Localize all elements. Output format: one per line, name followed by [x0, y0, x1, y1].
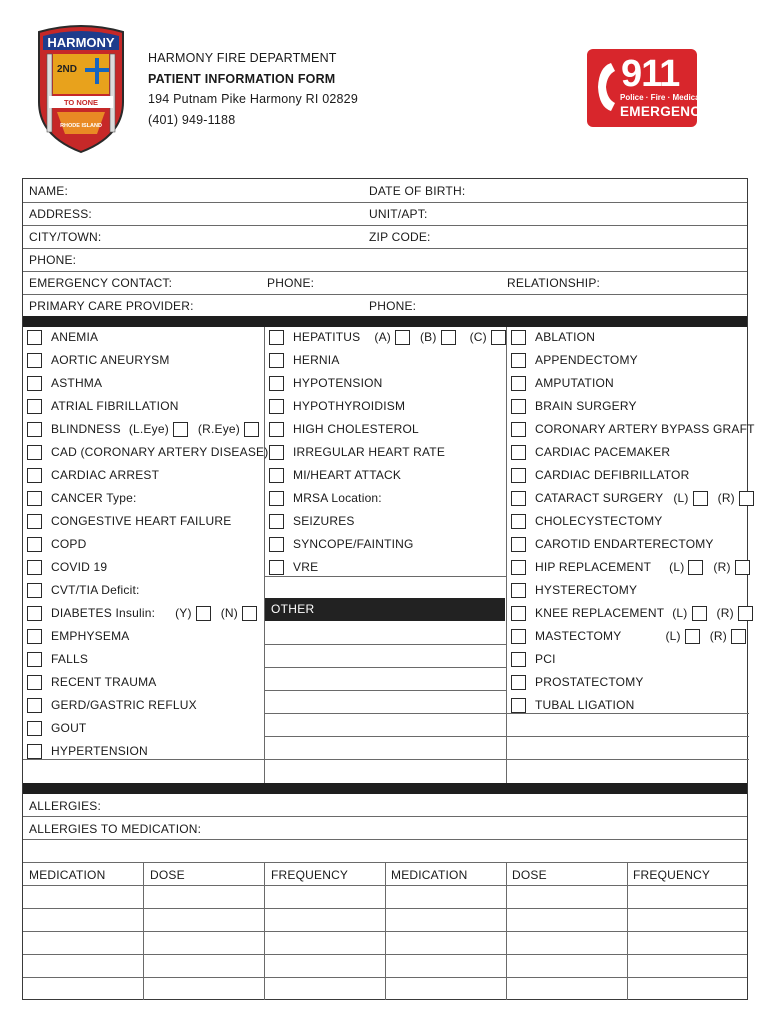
condition-recent-trauma[interactable] [27, 673, 157, 691]
city-field-label[interactable]: CITY/TOWN: [29, 230, 102, 244]
checkbox[interactable] [27, 583, 42, 598]
checkbox[interactable] [269, 376, 284, 391]
other-conditions-header: OTHER [265, 598, 505, 621]
condition-asthma[interactable] [27, 374, 102, 392]
procedure-pci[interactable] [511, 650, 556, 668]
condition-mi-heart-attack[interactable] [269, 466, 401, 484]
left-option: (L) [673, 491, 689, 505]
patient-information-form [22, 178, 755, 1000]
left-checkbox[interactable] [693, 491, 708, 506]
checkbox[interactable] [511, 514, 526, 529]
checkbox[interactable] [511, 491, 526, 506]
checkbox[interactable] [27, 721, 42, 736]
condition-label: BLINDNESS [51, 422, 121, 436]
phone-field-label[interactable]: PHONE: [29, 253, 77, 267]
procedure-label: ABLATION [535, 330, 596, 344]
condition-high-cholesterol[interactable] [269, 420, 419, 438]
dob-field-label[interactable]: DATE OF BIRTH: [369, 184, 466, 198]
procedure-label: KNEE REPLACEMENT [535, 606, 665, 620]
left-option: (L) [665, 629, 681, 643]
condition-label: EMPHYSEMA [51, 629, 130, 643]
checkbox[interactable] [511, 629, 526, 644]
condition-label: ANEMIA [51, 330, 99, 344]
condition-label: CANCER Type: [51, 491, 137, 505]
checkbox[interactable] [269, 514, 284, 529]
checkbox[interactable] [27, 491, 42, 506]
hepatitis-a-checkbox[interactable] [395, 330, 410, 345]
allergies-to-medication-field-label[interactable]: ALLERGIES TO MEDICATION: [29, 822, 202, 836]
procedure-label: PROSTATECTOMY [535, 675, 644, 689]
condition-mrsa[interactable] [269, 489, 382, 507]
checkbox[interactable] [269, 491, 284, 506]
left-option: (L) [669, 560, 685, 574]
right-eye-checkbox[interactable] [244, 422, 259, 437]
condition-label: HERNIA [293, 353, 340, 367]
unit-field-label[interactable]: UNIT/APT: [369, 207, 428, 221]
department-name: HARMONY FIRE DEPARTMENT [148, 51, 337, 65]
checkbox[interactable] [269, 537, 284, 552]
left-eye-option: (L.Eye) [128, 422, 169, 436]
condition-label: MI/HEART ATTACK [293, 468, 402, 482]
checkbox[interactable] [27, 399, 42, 414]
right-option: (R) [709, 629, 727, 643]
procedure-cataract-surgery[interactable] [511, 489, 754, 507]
procedure-carotid-endarterectomy[interactable] [511, 535, 714, 553]
condition-label: MRSA Location: [293, 491, 382, 505]
address-field-label[interactable]: ADDRESS: [29, 207, 92, 221]
procedure-label: CORONARY ARTERY BYPASS GRAFT [535, 422, 755, 436]
checkbox[interactable] [511, 445, 526, 460]
condition-label: SYNCOPE/FAINTING [293, 537, 414, 551]
procedure-ablation[interactable] [511, 328, 595, 346]
procedure-label: CARDIAC PACEMAKER [535, 445, 671, 459]
telephone-icon [593, 61, 619, 113]
logo-badge-text: 2ND [56, 64, 78, 75]
emergency-contact-field-label[interactable]: EMERGENCY CONTACT: [29, 276, 173, 290]
checkbox[interactable] [511, 583, 526, 598]
right-checkbox[interactable] [738, 606, 753, 621]
condition-gout[interactable] [27, 719, 86, 737]
checkbox[interactable] [511, 422, 526, 437]
condition-label: HYPERTENSION [51, 744, 148, 758]
condition-cad[interactable] [27, 443, 268, 461]
fire-department-logo [33, 24, 129, 156]
procedure-tubal-ligation[interactable] [511, 696, 635, 714]
checkbox[interactable] [27, 606, 42, 621]
right-option: (R) [713, 560, 731, 574]
checkbox[interactable] [511, 698, 526, 713]
emergency-911-badge [587, 49, 710, 127]
condition-label: VRE [293, 560, 319, 574]
procedure-cardiac-pacemaker[interactable] [511, 443, 670, 461]
procedure-label: CATARACT SURGERY [535, 491, 664, 505]
frequency-column-header: FREQUENCY [271, 868, 349, 882]
condition-label: GERD/GASTRIC REFLUX [51, 698, 197, 712]
procedure-hip-replacement[interactable] [511, 558, 750, 576]
hepatitis-a-option: (A) [374, 330, 391, 344]
checkbox[interactable] [27, 744, 42, 759]
condition-cancer[interactable] [27, 489, 137, 507]
right-checkbox[interactable] [739, 491, 754, 506]
checkbox[interactable] [27, 468, 42, 483]
checkbox[interactable] [269, 330, 284, 345]
condition-label: CONGESTIVE HEART FAILURE [51, 514, 232, 528]
left-checkbox[interactable] [692, 606, 707, 621]
form-title: PATIENT INFORMATION FORM [148, 71, 336, 86]
checkbox[interactable] [27, 675, 42, 690]
checkbox[interactable] [511, 606, 526, 621]
condition-label: SEIZURES [293, 514, 355, 528]
condition-cardiac-arrest[interactable] [27, 466, 159, 484]
insulin-no-option: (N) [220, 606, 238, 620]
left-checkbox[interactable] [685, 629, 700, 644]
condition-label: ASTHMA [51, 376, 103, 390]
condition-hypertension[interactable] [27, 742, 148, 760]
department-phone: (401) 949-1188 [148, 112, 236, 127]
condition-chf[interactable] [27, 512, 231, 530]
procedure-cardiac-defibrillator[interactable] [511, 466, 689, 484]
checkbox[interactable] [27, 652, 42, 667]
zip-field-label[interactable]: ZIP CODE: [369, 230, 431, 244]
procedure-prostatectomy[interactable] [511, 673, 644, 691]
right-option: (R) [717, 491, 735, 505]
checkbox[interactable] [511, 675, 526, 690]
condition-vre[interactable] [269, 558, 318, 576]
checkbox[interactable] [269, 353, 284, 368]
hepatitis-b-option: (B) [419, 330, 437, 344]
condition-label: HIGH CHOLESTEROL [293, 422, 419, 436]
checkbox[interactable] [511, 353, 526, 368]
insulin-yes-checkbox[interactable] [196, 606, 211, 621]
department-address: 194 Putnam Pike Harmony RI 02829 [148, 92, 358, 106]
procedure-appendectomy[interactable] [511, 351, 638, 369]
condition-label: CAD (CORONARY ARTERY DISEASE) [51, 445, 269, 459]
procedure-mastectomy[interactable] [511, 627, 746, 645]
checkbox[interactable] [269, 468, 284, 483]
left-eye-checkbox[interactable] [173, 422, 188, 437]
condition-hypothyroidism[interactable] [269, 397, 405, 415]
condition-label: ATRIAL FIBRILLATION [51, 399, 179, 413]
emergency-services: Police · Fire · Medical [620, 93, 702, 102]
pcp-field-label[interactable]: PRIMARY CARE PROVIDER: [29, 299, 194, 313]
name-field-label[interactable]: NAME: [29, 184, 69, 198]
procedure-label: MASTECTOMY [535, 629, 622, 643]
procedure-amputation[interactable] [511, 374, 614, 392]
condition-falls[interactable] [27, 650, 88, 668]
procedure-label: AMPUTATION [535, 376, 614, 390]
checkbox[interactable] [27, 560, 42, 575]
condition-label: HEPATITUS [293, 330, 361, 344]
checkbox[interactable] [269, 560, 284, 575]
condition-label: COVID 19 [51, 560, 108, 574]
condition-gerd[interactable] [27, 696, 197, 714]
emergency-number: 911 [621, 53, 680, 95]
dose-column-header: DOSE [512, 868, 547, 882]
condition-syncope[interactable] [269, 535, 414, 553]
procedure-brain-surgery[interactable] [511, 397, 637, 415]
procedure-knee-replacement[interactable] [511, 604, 753, 622]
condition-blindness[interactable] [27, 420, 259, 438]
checkbox[interactable] [27, 422, 42, 437]
checkbox[interactable] [27, 445, 42, 460]
procedure-label: CAROTID ENDARTERECTOMY [535, 537, 714, 551]
checkbox[interactable] [511, 376, 526, 391]
checkbox[interactable] [511, 560, 526, 575]
checkbox[interactable] [27, 376, 42, 391]
logo-top-text: HARMONY [47, 35, 115, 50]
checkbox[interactable] [269, 445, 284, 460]
condition-label: COPD [51, 537, 87, 551]
right-checkbox[interactable] [731, 629, 746, 644]
procedure-label: PCI [535, 652, 556, 666]
condition-label: AORTIC ANEURYSM [51, 353, 170, 367]
right-eye-option: (R.Eye) [197, 422, 240, 436]
left-checkbox[interactable] [688, 560, 703, 575]
checkbox[interactable] [27, 353, 42, 368]
checkbox[interactable] [511, 652, 526, 667]
condition-label: HYPOTENSION [293, 376, 383, 390]
department-header [148, 48, 358, 130]
right-option: (R) [716, 606, 734, 620]
pcp-phone-field-label[interactable]: PHONE: [369, 299, 417, 313]
relationship-field-label[interactable]: RELATIONSHIP: [507, 276, 601, 290]
procedure-label: HIP REPLACEMENT [535, 560, 652, 574]
checkbox[interactable] [511, 330, 526, 345]
procedure-label: CARDIAC DEFIBRILLATOR [535, 468, 690, 482]
hepatitis-c-checkbox[interactable] [491, 330, 506, 345]
condition-hernia[interactable] [269, 351, 340, 369]
medication-column-header: MEDICATION [391, 868, 468, 882]
procedure-label: APPENDECTOMY [535, 353, 638, 367]
condition-covid-19[interactable] [27, 558, 107, 576]
condition-diabetes[interactable] [27, 604, 257, 622]
condition-copd[interactable] [27, 535, 86, 553]
procedure-label: CHOLECYSTECTOMY [535, 514, 663, 528]
checkbox[interactable] [27, 629, 42, 644]
checkbox[interactable] [269, 399, 284, 414]
condition-label: CVT/TIA Deficit: [51, 583, 140, 597]
condition-label: IRREGULAR HEART RATE [293, 445, 446, 459]
checkbox[interactable] [511, 468, 526, 483]
hepatitis-b-checkbox[interactable] [441, 330, 456, 345]
checkbox[interactable] [511, 399, 526, 414]
frequency-column-header: FREQUENCY [633, 868, 711, 882]
procedure-hysterectomy[interactable] [511, 581, 637, 599]
checkbox[interactable] [27, 698, 42, 713]
checkbox[interactable] [27, 537, 42, 552]
dose-column-header: DOSE [150, 868, 185, 882]
condition-label: GOUT [51, 721, 87, 735]
checkbox[interactable] [269, 422, 284, 437]
condition-seizures[interactable] [269, 512, 355, 530]
condition-hypotension[interactable] [269, 374, 383, 392]
condition-label: HYPOTHYROIDISM [293, 399, 406, 413]
condition-anemia[interactable] [27, 328, 98, 346]
condition-label: CARDIAC ARREST [51, 468, 160, 482]
procedure-cholecystectomy[interactable] [511, 512, 662, 530]
checkbox[interactable] [27, 514, 42, 529]
condition-atrial-fibrillation[interactable] [27, 397, 179, 415]
condition-cvt-tia[interactable] [27, 581, 140, 599]
procedure-cabg[interactable] [511, 420, 755, 438]
logo-bottom-text: RHODE ISLAND [60, 123, 102, 129]
section-divider [23, 783, 747, 794]
insulin-yes-option: (Y) [175, 606, 192, 620]
condition-hepatitus[interactable] [269, 328, 506, 346]
procedure-label: HYSTERECTOMY [535, 583, 638, 597]
condition-label: RECENT TRAUMA [51, 675, 157, 689]
checkbox[interactable] [511, 537, 526, 552]
checkbox[interactable] [27, 330, 42, 345]
left-option: (L) [672, 606, 688, 620]
condition-label: DIABETES Insulin: [51, 606, 156, 620]
hepatitis-c-option: (C) [469, 330, 487, 344]
procedure-label: TUBAL LIGATION [535, 698, 635, 712]
right-checkbox[interactable] [735, 560, 750, 575]
emergency-label: EMERGENCY [620, 104, 710, 119]
logo-banner-text: TO NONE [63, 98, 99, 107]
allergies-field-label[interactable]: ALLERGIES: [29, 799, 102, 813]
section-divider [23, 316, 747, 327]
insulin-no-checkbox[interactable] [242, 606, 257, 621]
condition-label: FALLS [51, 652, 89, 666]
condition-emphysema[interactable] [27, 627, 129, 645]
medication-column-header: MEDICATION [29, 868, 106, 882]
condition-irregular-heart-rate[interactable] [269, 443, 445, 461]
emergency-phone-field-label[interactable]: PHONE: [267, 276, 315, 290]
procedure-label: BRAIN SURGERY [535, 399, 637, 413]
condition-aortic-aneurysm[interactable] [27, 351, 170, 369]
